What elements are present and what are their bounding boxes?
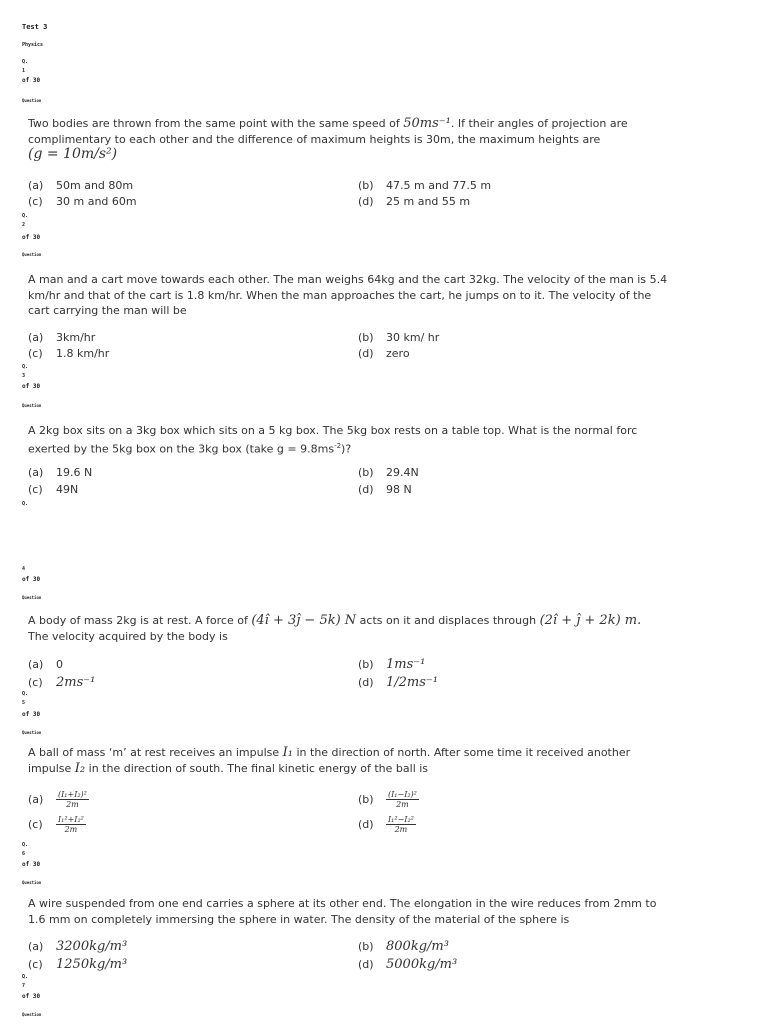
fraction: $\frac{\text{I₁²−I₂²}}{2m}$ xyxy=(388,815,414,834)
question-label: Question xyxy=(22,98,42,103)
question-prefix: Q. xyxy=(22,842,29,848)
question-of-total: of 30 xyxy=(22,576,41,583)
question-label: Question xyxy=(22,595,42,600)
question-label: Question xyxy=(22,880,42,885)
option-d[interactable]: (d) 1/2ms⁻¹ xyxy=(358,675,438,690)
question-of-total: of 30 xyxy=(22,861,41,868)
option-a[interactable]: (a) 3km/hr xyxy=(28,331,96,344)
question-number: 3 xyxy=(22,373,26,379)
option-d[interactable]: (d) 98 N xyxy=(358,483,412,496)
option-b[interactable]: (b) 1ms⁻¹ xyxy=(358,657,426,672)
question-prefix: Q. xyxy=(22,501,29,507)
option-d[interactable]: (d) 25 m and 55 m xyxy=(358,195,471,208)
option-d[interactable]: (d) zero xyxy=(358,347,410,360)
option-d[interactable]: (d) $\frac{\text{I₁²−I₂²}}{2m}$ xyxy=(358,815,414,834)
fraction: $\frac{\text{(I₁+I₂)²}}{2m}$ xyxy=(58,790,87,809)
option-c[interactable]: (c) $\frac{\text{I₁²+I₂²}}{2m}$ xyxy=(28,815,84,834)
option-a[interactable]: (a) 0 xyxy=(28,658,63,671)
question-prefix: Q. xyxy=(22,213,29,219)
question-prefix: Q. xyxy=(22,974,29,980)
question-number: 1 xyxy=(22,68,26,74)
question-number: 7 xyxy=(22,983,26,989)
option-b[interactable]: (b) 47.5 m and 77.5 m xyxy=(358,179,492,192)
option-b[interactable]: (b) 800kg/m³ xyxy=(358,939,449,954)
option-c[interactable]: (c) 1250kg/m³ xyxy=(28,957,128,972)
question-label: Question xyxy=(22,730,42,735)
option-c[interactable]: (c) 1.8 km/hr xyxy=(28,347,110,360)
test-title: Test 3 xyxy=(22,23,48,31)
question-3-text: A 2kg box sits on a 3kg box which sits on a 5 kg box. The 5kg box rests on a table top. What is the normal forc exerted by the 5kg box on the 3kg box (take $g = 9.8ms^{-2}$)? xyxy=(28,424,638,456)
question-label: Question xyxy=(22,403,42,408)
option-c[interactable]: (c) 30 m and 60m xyxy=(28,195,137,208)
question-prefix: Q. xyxy=(22,691,29,697)
question-2-text: A man and a cart move towards each other. The man weighs 64kg and the cart 32kg. The velocity of the man is 5.4 km/hr and that of the cart is 1.8 km/hr. When the man approaches the cart, he jumps on to it. The velocity of the cart carrying the man will be xyxy=(28,273,668,317)
option-c[interactable]: (c) 49N xyxy=(28,483,79,496)
option-a[interactable]: (a) 3200kg/m³ xyxy=(28,939,128,954)
question-of-total: of 30 xyxy=(22,711,41,718)
option-a[interactable]: (a) 50m and 80m xyxy=(28,179,134,192)
question-prefix: Q. xyxy=(22,59,29,65)
question-5-text: A ball of mass ‘m’ at rest receives an impulse I₁ in the direction of north. After some time it received another impulse I₂ in the direction of south. The final kinetic energy of the ball is xyxy=(28,745,631,776)
option-b[interactable]: (b) 29.4N xyxy=(358,466,419,479)
question-number: 6 xyxy=(22,851,26,857)
option-a[interactable]: (a) $\frac{\text{(I₁+I₂)²}}{2m}$ xyxy=(28,790,87,809)
question-number: 4 xyxy=(22,566,26,572)
option-d[interactable]: (d) 5000kg/m³ xyxy=(358,957,458,972)
question-of-total: of 30 xyxy=(22,234,41,241)
option-a[interactable]: (a) 19.6 N xyxy=(28,466,93,479)
option-b[interactable]: (b) 30 km/ hr xyxy=(358,331,440,344)
subject-label: Physics xyxy=(22,42,44,48)
question-4-text: A body of mass 2kg is at rest. A force of (4î + 3ĵ − 5k̂) N acts on it and displaces through (2î + ĵ + 2k̂) m. The velocity acquired by the body is xyxy=(28,613,642,643)
question-of-total: of 30 xyxy=(22,77,41,84)
question-label: Question xyxy=(22,252,42,257)
fraction: $\frac{\text{(I₁−I₂)²}}{2m}$ xyxy=(388,790,417,809)
question-of-total: of 30 xyxy=(22,383,41,390)
question-label: Question xyxy=(22,1012,42,1017)
option-c[interactable]: (c) 2ms⁻¹ xyxy=(28,675,96,690)
fraction: $\frac{\text{I₁²+I₂²}}{2m}$ xyxy=(58,815,84,834)
question-of-total: of 30 xyxy=(22,993,41,1000)
question-6-text: A wire suspended from one end carries a sphere at its other end. The elongation in the wire reduces from 2mm to 1.6 mm on completely immersing the sphere in water. The density of the material of the sphere is xyxy=(28,897,657,926)
question-number: 2 xyxy=(22,222,26,228)
question-prefix: Q. xyxy=(22,364,29,370)
question-1-text: Two bodies are thrown from the same point with the same speed of 50ms⁻¹. If their angles of projection are complimentary to each other and the difference of maximum heights is 30m, the maximum heights are (g = 10m/s²) xyxy=(28,116,628,162)
option-b[interactable]: (b) $\frac{\text{(I₁−I₂)²}}{2m}$ xyxy=(358,790,417,809)
question-number: 5 xyxy=(22,700,26,706)
